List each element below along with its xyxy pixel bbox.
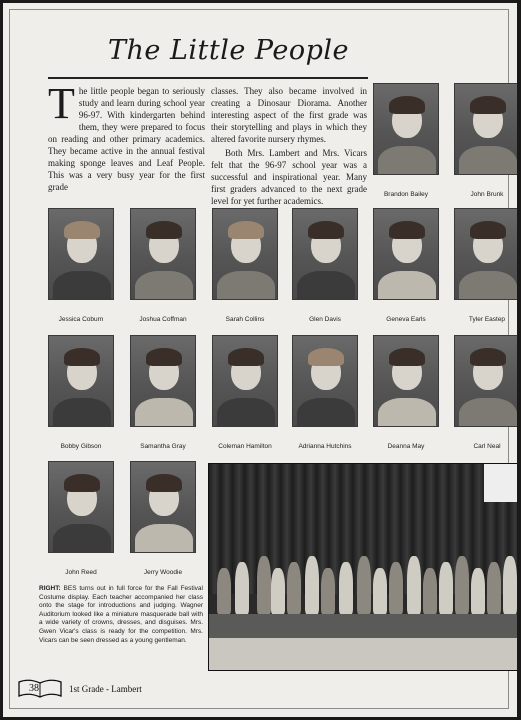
book-icon [17, 678, 63, 698]
costumed-child [257, 556, 271, 614]
student-name: Joshua Coffman [139, 316, 187, 323]
page-title: The Little People [108, 35, 350, 66]
costumed-child [373, 568, 387, 614]
student-portrait [454, 335, 517, 427]
student-portrait [454, 208, 517, 300]
stage-front [209, 638, 517, 671]
student-name: John Reed [65, 569, 97, 576]
student-portrait [48, 335, 114, 427]
student-portrait [130, 461, 196, 553]
costumed-child [389, 562, 403, 614]
stage-screen [484, 464, 517, 502]
student-portrait [454, 83, 517, 175]
yearbook-page [3, 3, 517, 717]
costumed-child [235, 562, 249, 614]
costumed-child [471, 568, 485, 614]
costumed-child [271, 568, 285, 614]
student-portrait [212, 208, 278, 300]
costumed-child [487, 562, 501, 614]
student-name: Brandon Bailey [383, 191, 429, 198]
stage-floor [209, 614, 517, 638]
student-portrait [373, 83, 439, 175]
story-paragraph-2: Both Mrs. Lambert and Mrs. Vicars felt that the 96-97 school year was a successful and inspirational year. Many first graders advanced to the next grade level for yet further academics. [211, 148, 367, 206]
caption-text: BES turns out in full force for the Fall Festival Costume display. Each teacher accompanied her class onto the stage for introductions and judging. Wagner Auditorium looked like a miniature masquerade ball with a wide variety of crowns, dresses, and disguises. Mrs. Gwen Vicar's class is ready for the competition. Mrs. Vicars can be seen dressed as a young gentleman. [39, 585, 203, 644]
costumed-child [321, 568, 335, 614]
student-name: Bobby Gibson [60, 443, 102, 450]
title-rule [48, 77, 368, 79]
costumed-child [305, 556, 319, 614]
student-name: Jerry Woodie [143, 569, 183, 576]
caption-lead: RIGHT: [39, 585, 61, 592]
photo-caption [39, 585, 203, 645]
drop-cap: T [48, 79, 75, 128]
student-portrait [48, 208, 114, 300]
student-name: Tyler Eastep [468, 316, 506, 323]
student-portrait [292, 208, 358, 300]
page-number: 38 [29, 683, 39, 694]
student-name: Adrianna Hutchins [298, 443, 352, 450]
student-portrait [212, 335, 278, 427]
student-portrait [130, 208, 196, 300]
costumed-child [439, 562, 453, 614]
costumed-child [357, 556, 371, 614]
student-portrait [48, 461, 114, 553]
costumed-child [287, 562, 301, 614]
costumed-child [423, 568, 437, 614]
student-portrait [292, 335, 358, 427]
student-name: John Brunk [470, 191, 504, 198]
story-paragraph-1: he little people began to seriously study and learn during school year 96-97. With kindergarten behind them, they were prepared to focus on reading and other primary academics. They became active in the annual festival making sponge leaves and Leaf People. This was a very busy year for the first grade [48, 86, 205, 192]
student-name: Carl Neal [473, 443, 501, 450]
student-name: Glen Davis [309, 316, 341, 323]
story-column-1 [48, 79, 205, 193]
student-portrait [130, 335, 196, 427]
student-portrait [373, 208, 439, 300]
costumed-child [217, 568, 231, 614]
student-name: Sarah Collins [225, 316, 265, 323]
student-portrait [373, 335, 439, 427]
story-column-2 [211, 85, 367, 207]
costumed-child [503, 556, 517, 614]
student-name: Jessica Coburn [58, 316, 104, 323]
student-name: Deanna May [387, 443, 425, 450]
student-name: Coleman Hamilton [218, 443, 272, 450]
costumed-child [407, 556, 421, 614]
costumed-child [455, 556, 469, 614]
costumed-child [339, 562, 353, 614]
student-name: Geneva Earls [386, 316, 426, 323]
story-paragraph-1-continued: classes. They also became involved in creating a Dinosaur Diorama. Another interesting aspect of the first grade was their storytelling and plays in which they altered favorite nursery rhymes. [211, 86, 367, 144]
student-name: Samantha Gray [140, 443, 186, 450]
costume-stage-photo [208, 463, 517, 671]
section-label: 1st Grade - Lambert [69, 684, 142, 694]
